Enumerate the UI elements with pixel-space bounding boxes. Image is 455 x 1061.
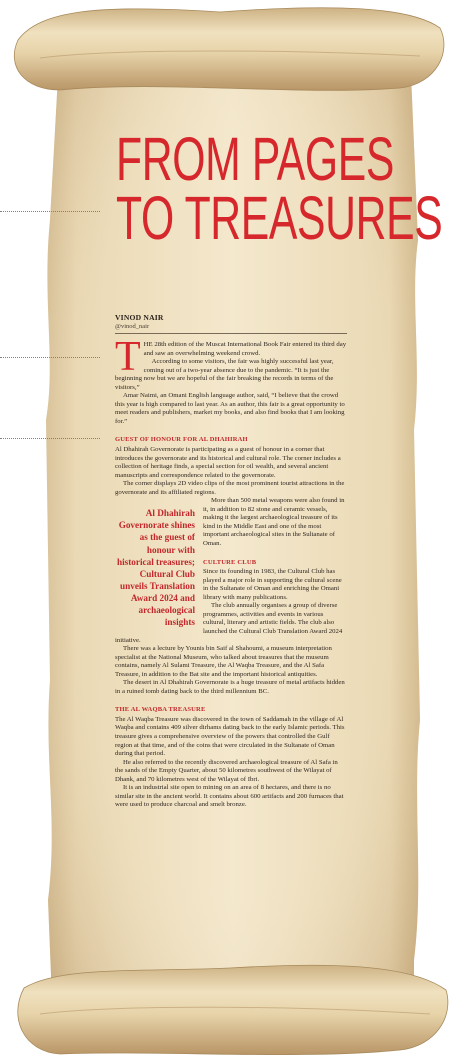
headline-line-2: TO TREASURES xyxy=(116,184,443,252)
section-heading: CULTURE CLUB xyxy=(203,558,257,566)
paragraph: According to some visitors, the fair was highly successful last year, coming out of a two-year absence due to the pandemic. “It is just the beginning now but we are hopeful of the fair breaking the records in terms of the visitors,” xyxy=(115,358,334,391)
paragraph: Since its founding in 1983, the Cultural Club has played a major role in supporting the cultural scene in the Sultanate of Oman and enriching the Omani library with many publications. xyxy=(203,568,342,601)
article-body xyxy=(115,334,347,810)
drop-cap: T xyxy=(115,334,141,380)
paragraph: Amar Naimi, an Omani English language author, said, “I believe that the crowd this year is high compared to last year. As an author, this fair is a great opportunity to meet readers and publishers, market my books, and also find books that I am looking for.” xyxy=(115,392,345,425)
author-handle: @vinod_nair xyxy=(115,323,150,330)
margin-rule-1 xyxy=(0,211,100,212)
margin-rule-2 xyxy=(0,357,100,358)
byline xyxy=(115,313,347,334)
intro-text: HE 28th edition of the Muscat International Book Fair entered its third day and saw an overwhelming weekend crowd. xyxy=(143,341,347,357)
paragraph: There was a lecture by Younis bin Saif al Shahoumi, a museum interpretation specialist at the National Museum, who talked about treasures that the museum contains, namely Al Sulami Treasure, the Al Waqba Treasure, and the Al Safa Treasure, in addition to the Bat site and the important historical antiquities. xyxy=(115,645,332,678)
headline-line-1: FROM PAGES xyxy=(116,125,395,193)
author-name: VINOD NAIR xyxy=(115,313,164,322)
headline xyxy=(116,125,443,252)
paragraph: More than 500 metal weapons were also found in it, in addition to 82 stone and ceramic vessels, making it the largest archaeological treasure of its kind in the Middle East and one of the most important archaeological sites in the Sultanate of Oman. xyxy=(203,497,345,548)
paragraph: The desert in Al Dhahirah Governorate is a huge treasure of metal artifacts hidden in a ruined tomb dating back to the third millennium BC. xyxy=(115,679,345,695)
margin-rule-3 xyxy=(0,438,100,439)
section-heading: GUEST OF HONOUR FOR AL DHAHIRAH xyxy=(115,436,248,444)
paragraph: He also referred to the recently discovered archaeological treasure of Al Safa in the sands of the Empty Quarter, about 50 kilometres southwest of the Wilayat of Dhank, and 70 kilometres west of the Wilayat of Ibri. xyxy=(115,758,338,783)
paragraph: The Al Waqba Treasure was discovered in the town of Saddamah in the village of Al Waqba and contains 409 silver dirhams dating back to the early Islamic periods. This treasure gives a comprehensive overview of the powers that controlled the Gulf region at that time, and of the coins that were circulated in the Sultanate of Oman during that period. xyxy=(115,715,345,758)
pull-quote: Al Dhahirah Governorate shines as the guest of honour with historical treasures; Cultural Club unveils Translation Award 2024 and archaeological insights xyxy=(117,508,195,628)
paragraph: It is an industrial site open to mining on an area of 8 hectares, and there is no similar site in the ancient world. It contains about 600 artifacts and 200 furnaces that were used to produce charcoal and smelt bronze. xyxy=(115,784,344,809)
section-heading: THE AL WAQBA TREASURE xyxy=(115,706,206,714)
paragraph: The corner displays 2D video clips of the most prominent tourist attractions in the governorate and its affiliated regions. xyxy=(115,480,345,496)
paragraph: The club annually organises a group of diverse programmes, activities and events in various cultural, literary and artistic fields. The club also launched the Cultural Club Translation Award 2024 initiative. xyxy=(115,602,343,644)
paragraph: Al Dhahirah Governorate is participating as a guest of honour in a corner that introduces the governorate and its historical and cultural role. The corner includes a collection of heritage finds, a special section for oil wealth, and several ancient manuscripts and correspondence related to the governorate. xyxy=(115,446,341,479)
